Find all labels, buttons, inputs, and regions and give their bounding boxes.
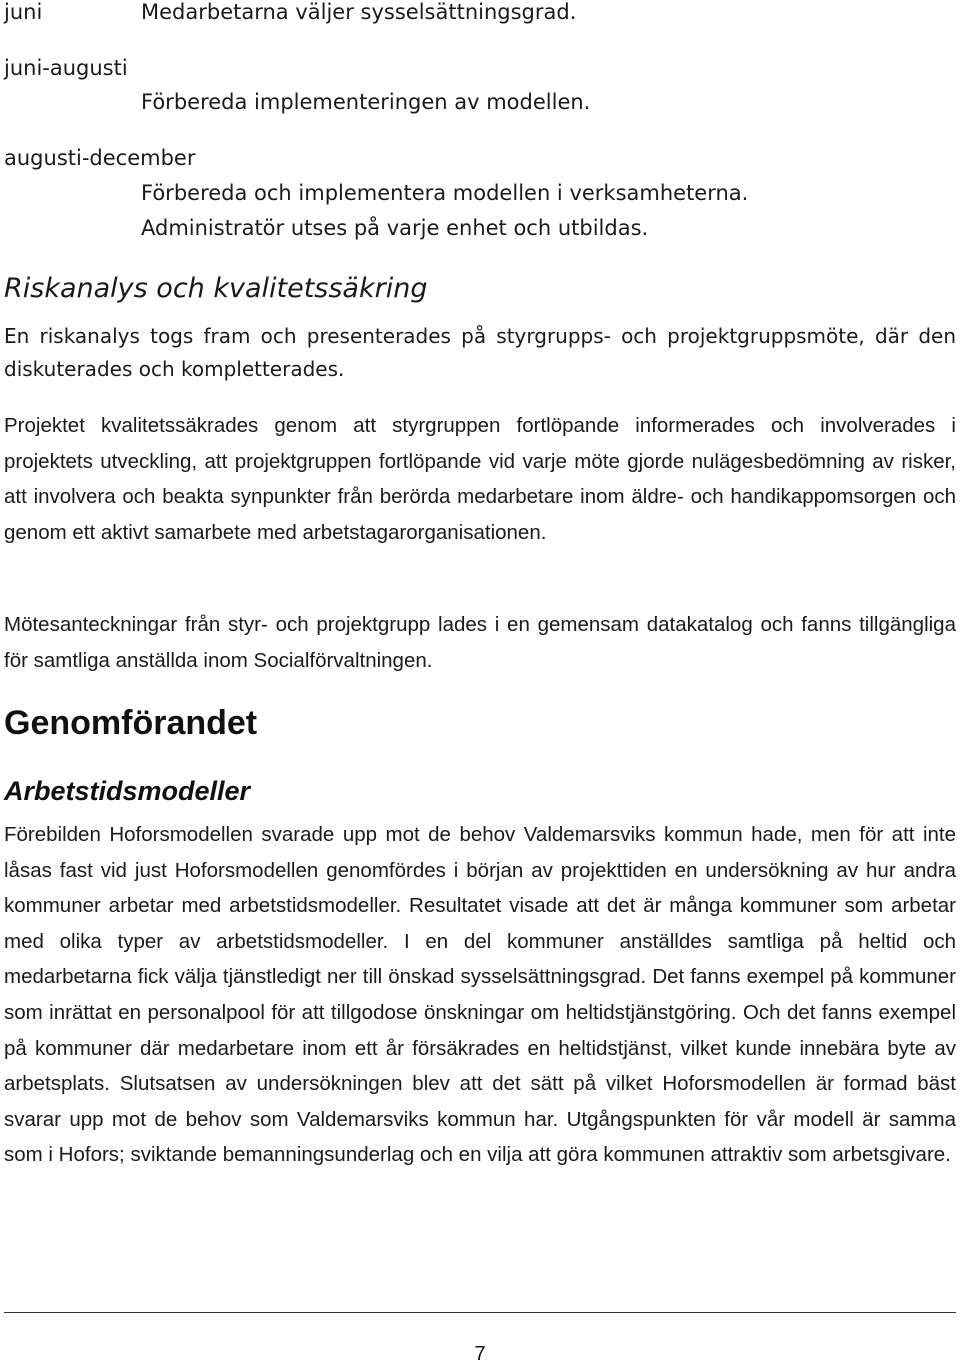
section-subheading: Arbetstidsmodeller <box>4 776 251 806</box>
page-number: 7 <box>474 1343 486 1365</box>
document-page <box>4 0 956 1367</box>
schedule-desc-juni-augusti: Förbereda implementeringen av modellen. <box>141 90 591 114</box>
schedule-desc-augusti-december-2: Administratör utses på varje enhet och utbildas. <box>141 216 649 240</box>
schedule-desc-juni: Medarbetarna väljer sysselsättningsgrad. <box>141 0 577 24</box>
section-paragraph: Förebilden Hoforsmodellen svarade upp mot de behov Valdemarsviks kommun hade, men för att inte låsas fast vid just Hoforsmodellen genomfördes i början av projekttiden en undersökning av hur andra kommuner arbetar med arbetstidsmodeller. Resultatet visade att det är många kommuner som arbetar med olika typer av arbetstidsmodeller. I en del kommuner anställdes samtliga på heltid och medarbetarna fick välja tjänstledigt ner till önskad sysselsättningsgrad. Det fanns exempel på kommuner som inrättat en personalpool för att tillgodose önskningar om heltidstjänstgöring. Och det fanns exempel på kommuner där medarbetare inom ett år försäkrades en heltidstjänst, vilket kunde innebära byte av arbetsplats. Slutsatsen av undersökningen blev att det sätt på vilket Hoforsmodellen är formad bäst svarar upp mot de behov som Valdemarsviks kommun har. Utgångspunkten för vår modell är samma som i Hofors; sviktande bemanningsunderlag och en vilja att göra kommunen attraktiv som arbetsgivare. <box>4 823 956 1167</box>
quality-paragraph: Projektet kvalitetssäkrades genom att styrgruppen fortlöpande informerades och involverades i projektets utveckling, att projektgruppen fortlöpande vid varje möte gjorde nulägesbedömning av risker, att involvera och beakta synpunkter från berörda medarbetare inom äldre- och handikappomsorgen och genom ett aktivt samarbete med arbetstagarorganisationen. <box>4 414 956 544</box>
risk-heading: Riskanalys och kvalitetssäkring <box>4 273 428 304</box>
schedule-desc-augusti-december: Förbereda och implementera modellen i verksamheterna. <box>141 181 749 205</box>
risk-paragraph: En riskanalys togs fram och presenterades på styrgrupps- och projektgruppsmöte, där den diskuterades och kompletterades. <box>4 324 956 381</box>
schedule-label-augusti-december: augusti-december <box>4 146 196 170</box>
schedule-label-juni: juni <box>4 0 43 24</box>
section-heading: Genomförandet <box>4 704 258 742</box>
notes-paragraph: Mötesanteckningar från styr- och projektgrupp lades i en gemensam datakatalog och fanns tillgängliga för samtliga anställda inom Socialförvaltningen. <box>4 613 956 672</box>
footer-rule <box>4 1312 956 1313</box>
schedule-label-juni-augusti: juni-augusti <box>4 56 128 80</box>
